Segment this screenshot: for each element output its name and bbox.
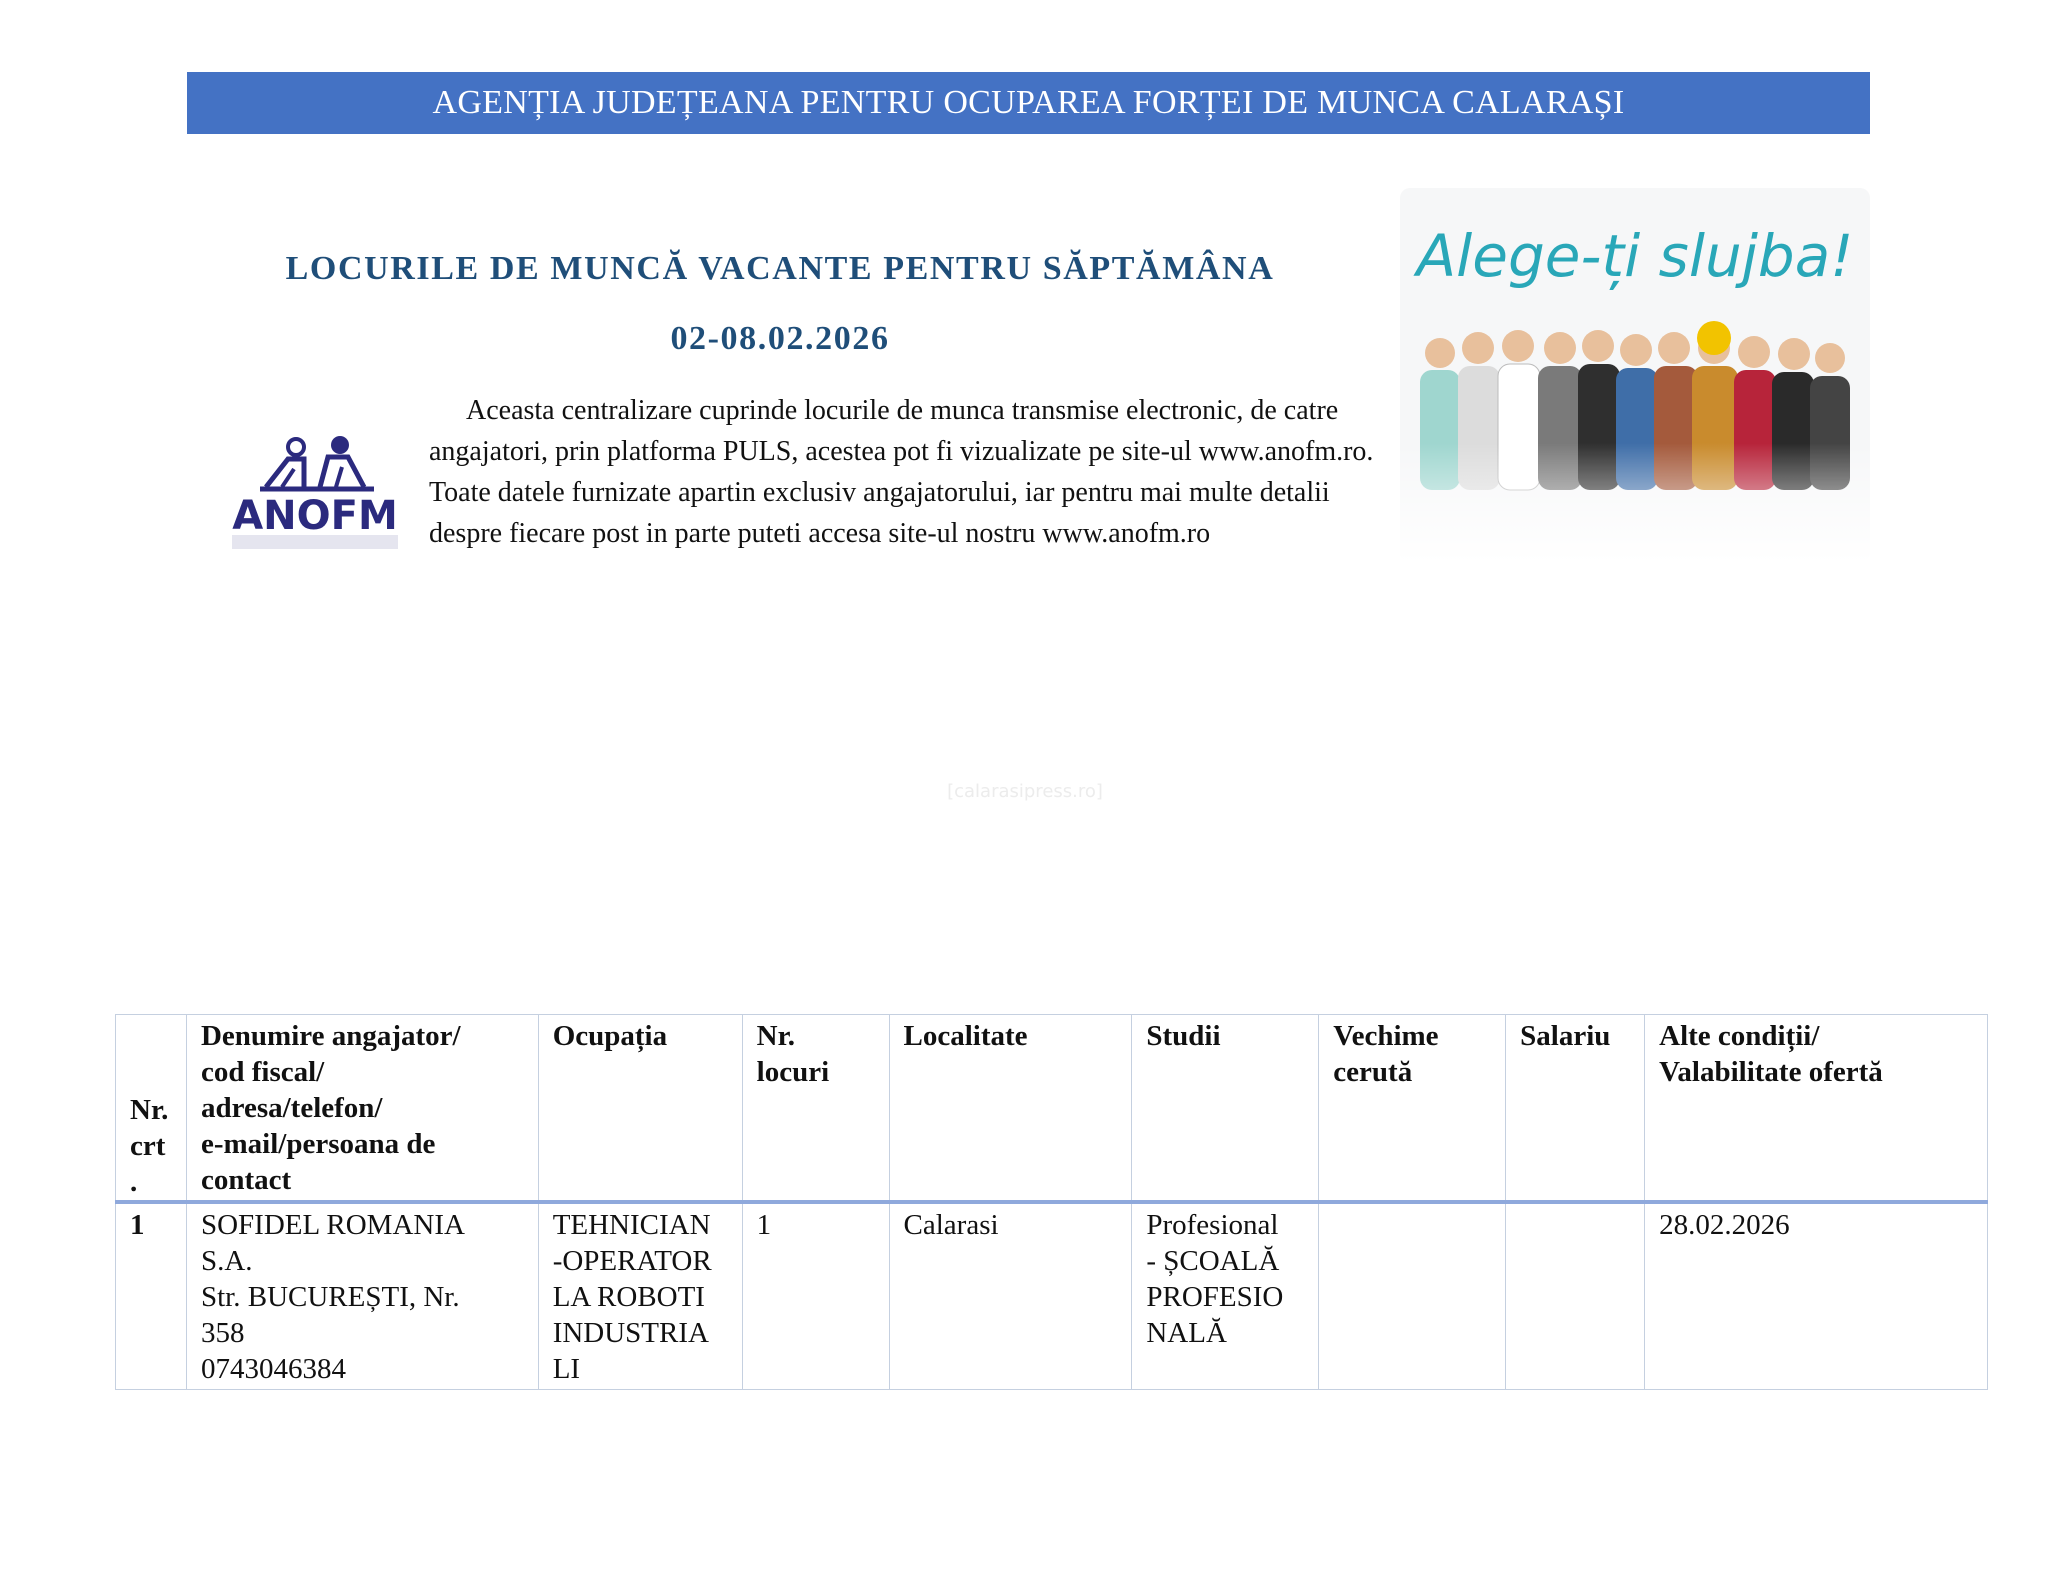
cell-seniority xyxy=(1319,1202,1506,1390)
cell-validity: 28.02.2026 xyxy=(1645,1202,1988,1390)
table-header-row xyxy=(116,1015,1988,1203)
cell-locality: Calarasi xyxy=(889,1202,1132,1390)
header-other-conditions: Alte condiții/ Valabilitate ofertă xyxy=(1645,1015,1988,1203)
header-seniority: Vechime cerută xyxy=(1319,1015,1506,1203)
week-dates: 02-08.02.2026 xyxy=(670,320,890,357)
cell-salary xyxy=(1506,1202,1645,1390)
header-locality: Localitate xyxy=(889,1015,1132,1203)
header-nr-crt: Nr. crt . xyxy=(116,1015,187,1203)
job-offers-table xyxy=(115,1014,1988,1390)
cell-studies: Profesional - ȘCOALĂ PROFESIO NALĂ xyxy=(1132,1202,1319,1390)
intro-paragraph: Aceasta centralizare cuprinde locurile de munca transmise electronic, de catre angajatori, prin platforma PULS, acestea pot fi vizualizate pe site-ul www.anofm.ro. Toate datele furnizate apartin exclusiv angajatorului, iar pentru mai multe detalii despre fiecare post in parte puteti accesa site-ul nostru www.anofm.ro xyxy=(429,395,1374,549)
table-row xyxy=(116,1202,1988,1390)
cell-places: 1 xyxy=(742,1202,889,1390)
header-places: Nr. locuri xyxy=(742,1015,889,1203)
cell-occupation: TEHNICIAN -OPERATOR LA ROBOTI INDUSTRIA LI xyxy=(538,1202,742,1390)
promo-image xyxy=(1400,188,1870,563)
cell-nr: 1 xyxy=(116,1202,187,1390)
watermark: [calarasipress.ro] xyxy=(947,781,1103,802)
cell-employer: SOFIDEL ROMANIA S.A. Str. BUCUREȘTI, Nr. 358 0743046384 xyxy=(186,1202,538,1390)
header-salary: Salariu xyxy=(1506,1015,1645,1203)
page-title: LOCURILE DE MUNCĂ VACANTE PENTRU SĂPTĂMÂNA xyxy=(285,250,1275,287)
header-employer: Denumire angajator/ cod fiscal/ adresa/telefon/ e-mail/persoana de contact xyxy=(186,1015,538,1203)
promo-slogan: Alege-ți slujba! xyxy=(1416,222,1854,290)
anofm-logo-text: ANOFM xyxy=(232,493,398,539)
workers-illustration xyxy=(1400,321,1870,563)
header-studies: Studii xyxy=(1132,1015,1319,1203)
agency-banner xyxy=(187,72,1870,134)
header-occupation: Ocupația xyxy=(538,1015,742,1203)
anofm-logo xyxy=(224,425,406,555)
agency-title: AGENȚIA JUDEȚEANA PENTRU OCUPAREA FORȚEI DE MUNCA CALARAȘI xyxy=(432,84,1625,121)
